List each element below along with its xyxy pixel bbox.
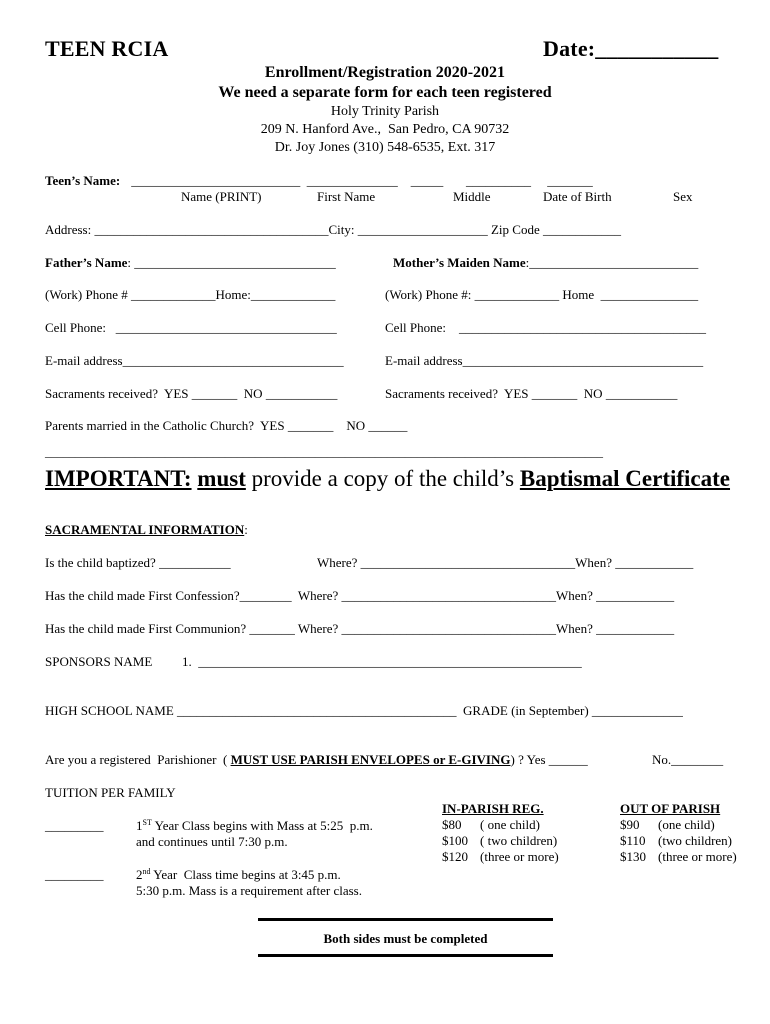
important-certificate: Baptismal Certificate: [519, 466, 731, 491]
father-name-line[interactable]: : _______________________________: [127, 255, 336, 270]
father-email-field[interactable]: E-mail address__________________________________: [45, 353, 344, 368]
parish-contact: Dr. Joy Jones (310) 548-6535, Ext. 317: [274, 140, 496, 155]
in-parish-price: $120: [442, 849, 468, 864]
out-parish-desc: (one child): [658, 817, 715, 832]
date-field[interactable]: Date:___________: [543, 36, 719, 61]
in-parish-desc: (three or more): [480, 849, 559, 864]
in-parish-desc: ( two children): [480, 833, 558, 848]
form-subtitle: Enrollment/Registration 2020-2021: [264, 64, 506, 81]
year2-line1: [136, 867, 341, 883]
high-school-field[interactable]: HIGH SCHOOL NAME ___________________________________________ GRADE (in September) ______________: [45, 703, 683, 718]
year1-text: Year Class begins with Mass at 5:25 p.m.: [151, 818, 373, 833]
important-text: provide a copy of the child’s: [245, 466, 520, 491]
year2-text: Year Class time begins at 3:45 p.m.: [150, 867, 341, 882]
teen-dob-caption: Date of Birth: [543, 189, 612, 204]
father-cell-field[interactable]: Cell Phone: __________________________________: [45, 320, 337, 335]
father-phone-field[interactable]: (Work) Phone # _____________Home:_____________: [45, 287, 336, 302]
parishioner-emphasis: MUST USE PARISH ENVELOPES or E-GIVING: [230, 752, 511, 767]
mother-cell-field[interactable]: Cell Phone: ______________________________________: [385, 320, 707, 335]
out-parish-price: $90: [620, 817, 640, 832]
father-name-label: Father’s Name: [45, 255, 128, 270]
teen-name-line[interactable]: __________________________ ______________ _____ __________ _______: [128, 173, 593, 188]
in-parish-heading: IN-PARISH REG.: [442, 801, 544, 816]
confession-field[interactable]: Has the child made First Confession?________ Where? _________________________________When? ____________: [45, 588, 675, 603]
mother-email-field[interactable]: E-mail address_____________________________________: [385, 353, 704, 368]
year1-line2: and continues until 7:30 p.m.: [136, 834, 288, 849]
parishioner-question[interactable]: [45, 752, 588, 768]
sacramental-heading: [45, 522, 248, 538]
teen-name-print-caption: Name (PRINT): [181, 189, 262, 204]
tuition-label: TUITION PER FAMILY: [45, 785, 176, 800]
out-parish-price: $110: [620, 833, 646, 848]
parish-name: Holy Trinity Parish: [330, 104, 440, 119]
year1-line1: [136, 818, 373, 834]
parish-address: 209 N. Hanford Ave., San Pedro, CA 90732: [260, 122, 510, 137]
parents-married-field[interactable]: Parents married in the Catholic Church? YES _______ NO ______: [45, 418, 408, 433]
footer-top-rule: [258, 918, 553, 921]
sacramental-heading-colon: :: [244, 522, 248, 537]
father-name-field[interactable]: [45, 255, 336, 271]
out-parish-desc: (two children): [658, 833, 733, 848]
divider-line: _____________________________________________________________________________________________: [45, 445, 603, 459]
teen-sex-caption: Sex: [673, 189, 693, 204]
baptized-field[interactable]: Is the child baptized? ___________: [45, 555, 231, 570]
out-parish-desc: (three or more): [658, 849, 737, 864]
out-parish-price: $130: [620, 849, 646, 864]
footer-note: Both sides must be completed: [323, 931, 488, 946]
in-parish-price: $100: [442, 833, 468, 848]
year1-superscript: ST: [142, 818, 152, 827]
footer-bottom-rule: [258, 954, 553, 957]
mother-name-label: Mother’s Maiden Name: [393, 255, 526, 270]
teen-first-name-caption: First Name: [317, 189, 376, 204]
mother-sacraments-field[interactable]: Sacraments received? YES _______ NO ___________: [385, 386, 678, 401]
year2-line2: 5:30 p.m. Mass is a requirement after class.: [136, 883, 362, 898]
teen-middle-caption: Middle: [453, 189, 491, 204]
year2-blank[interactable]: _________: [45, 867, 104, 882]
parishioner-yes[interactable]: ) ? Yes ______: [510, 752, 588, 767]
in-parish-desc: ( one child): [480, 817, 540, 832]
father-sacraments-field[interactable]: Sacraments received? YES _______ NO ___________: [45, 386, 338, 401]
in-parish-price: $80: [442, 817, 462, 832]
important-notice: [45, 466, 730, 492]
baptized-where-when-field[interactable]: Where? _________________________________When? ____________: [317, 555, 694, 570]
year2-number: 2: [136, 867, 143, 882]
mother-name-field[interactable]: [393, 255, 698, 271]
communion-field[interactable]: Has the child made First Communion? _______ Where? _________________________________When? ____________: [45, 621, 675, 636]
out-parish-heading: OUT OF PARISH: [620, 801, 721, 816]
mother-name-line[interactable]: :__________________________: [525, 255, 699, 270]
sponsors-line[interactable]: 1. ___________________________________________________________: [182, 654, 582, 669]
important-label: IMPORTANT:: [45, 466, 192, 491]
teen-name-label: Teen’s Name:: [45, 173, 121, 188]
mother-phone-field[interactable]: (Work) Phone #: _____________ Home _______________: [385, 287, 699, 302]
sponsors-label: SPONSORS NAME: [45, 654, 153, 669]
form-notice: We need a separate form for each teen registered: [218, 84, 552, 101]
address-row[interactable]: Address: ____________________________________City: ____________________ Zip Code ____________: [45, 222, 621, 237]
form-title: TEEN RCIA: [45, 36, 169, 61]
parishioner-no[interactable]: No.________: [652, 752, 724, 767]
year1-blank[interactable]: _________: [45, 818, 104, 833]
parishioner-prefix: Are you a registered Parishioner (: [45, 752, 231, 767]
year1-number: 1: [136, 818, 143, 833]
year2-superscript: nd: [142, 867, 151, 876]
sacramental-heading-text: SACRAMENTAL INFORMATION: [45, 522, 245, 537]
important-must: must: [197, 466, 246, 491]
